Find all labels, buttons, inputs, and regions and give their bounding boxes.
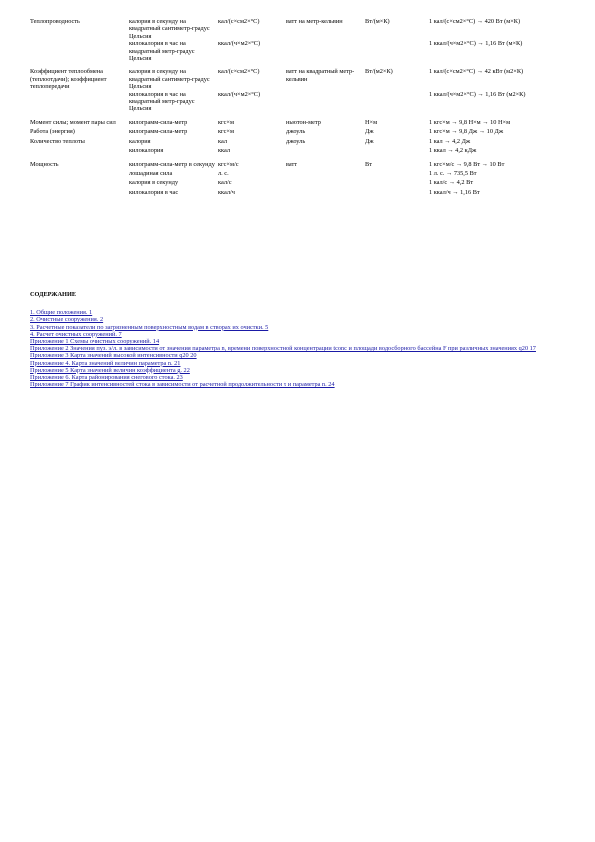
table-cell: Вт/(м2×К) — [365, 68, 393, 76]
table-cell — [365, 187, 429, 196]
table-row — [30, 113, 575, 126]
units-conversion-table — [30, 18, 575, 196]
toc-link[interactable]: Приложение 5 Карта значений величин коэффициента g. 22 — [30, 366, 190, 374]
table-cell — [365, 40, 429, 62]
table-cell: кал — [218, 137, 227, 145]
toc-link[interactable]: 3. Расчетные показатели по загрязненным поверхностным водам в створах их очистки. 5 — [30, 323, 269, 331]
table-cell — [30, 187, 129, 196]
table-cell: ккал/(ч×м2×°С) — [218, 40, 261, 48]
table-cell: Дж — [365, 137, 374, 145]
table-cell: 1 л. с. → 735,5 Вт — [429, 169, 477, 177]
table-cell — [286, 91, 365, 113]
table-row — [30, 177, 575, 186]
table-row — [30, 18, 575, 40]
table-cell — [30, 177, 129, 186]
table-cell: килокалория в час — [129, 188, 179, 196]
table-cell: килограмм-сила-метр в секунду — [129, 160, 215, 168]
units-table-body — [30, 18, 575, 196]
table-cell: 1 кгс×м → 9,8 Н×м → 10 Н×м — [429, 118, 511, 126]
table-cell: 1 кгс×м/с → 9,8 Вт → 10 Вт — [429, 160, 505, 168]
toc-link[interactable]: 2. Очистные сооружения. 2 — [30, 316, 104, 324]
table-cell: килокалория в час на квадратный метр-градус Цельсия — [129, 40, 195, 63]
table-cell: ккал — [218, 147, 231, 155]
toc-link[interactable]: Приложение 4. Карта значений величин параметра n. 21 — [30, 359, 181, 367]
toc-link[interactable]: Приложение 2 Значения пуз. э/л. в зависимости от значения параметра n, времени поверхностной концентрации tconc и площади водосборного бассейна F при различных значениях q20 17 — [30, 345, 536, 353]
table-cell: 1 ккал → 4,2 кДж — [429, 147, 477, 155]
table-row — [30, 40, 575, 62]
table-cell: калория в секунду — [129, 179, 179, 187]
table-cell — [286, 145, 365, 154]
table-cell — [365, 145, 429, 154]
table-cell: ватт на метр-кельвин — [286, 18, 343, 25]
table-row — [30, 62, 575, 90]
table-cell — [30, 40, 129, 62]
table-cell — [286, 187, 365, 196]
table-row — [30, 145, 575, 154]
table-cell: Теплопроводность — [30, 18, 80, 25]
table-row — [30, 187, 575, 196]
table-cell: Вт — [365, 160, 372, 168]
table-cell: кгс×м — [218, 128, 234, 136]
table-cell: джоуль — [286, 128, 306, 136]
table-cell: 1 ккал/ч → 1,16 Вт — [429, 188, 480, 196]
table-cell: кал/(с×см2×°С) — [218, 18, 260, 25]
table-cell: 1 кгс×м → 9,8 Дж → 10 Дж — [429, 128, 504, 136]
table-cell — [30, 145, 129, 154]
table-cell: Н×м — [365, 118, 378, 126]
table-cell: Вт/(м×К) — [365, 18, 390, 25]
table-cell: Коэффициент теплообмена (теплоотдачи); коэффициент теплопередачи — [30, 68, 107, 91]
table-cell: кал/с — [218, 179, 232, 187]
table-cell — [286, 168, 365, 177]
table-cell — [30, 91, 129, 113]
table-row — [30, 91, 575, 113]
toc-link[interactable]: Приложение 6. Карта районирования снегового стока. 23 — [30, 374, 183, 382]
table-cell — [286, 40, 365, 62]
table-of-contents — [30, 291, 570, 388]
table-cell: 1 ккал/(ч×м2×°С) → 1,16 Вт (м2×К) — [429, 90, 526, 98]
table-cell: 1 кал/с → 4,2 Вт — [429, 179, 474, 187]
table-cell — [365, 91, 429, 113]
table-cell: кгс×м/с — [218, 160, 239, 168]
table-cell: Мощность — [30, 160, 59, 168]
table-cell: Работа (энергия) — [30, 128, 75, 136]
toc-title: СОДЕРЖАНИЕ — [30, 291, 77, 298]
toc-link[interactable]: Приложение 3 Карта значений высокой интенсивности q20 20 — [30, 352, 197, 360]
table-cell: 1 кал/(с×см2×°С) → 420 Вт (м×К) — [429, 18, 521, 25]
toc-list — [30, 309, 570, 388]
table-cell: ньютон-метр — [286, 118, 321, 126]
table-cell: ккал/(ч×м2×°С) — [218, 90, 261, 98]
table-cell: килокалория — [129, 147, 164, 155]
table-cell — [365, 168, 429, 177]
table-cell: 1 ккал/(ч×м2×°С) → 1,16 Вт (м×К) — [429, 40, 523, 48]
table-cell — [286, 177, 365, 186]
table-cell: калория в секунду на квадратный сантиметр-градус Цельсия — [129, 18, 210, 40]
table-cell: 1 кал/(с×см2×°С) → 42 кВт (м2×К) — [429, 68, 524, 76]
table-row — [30, 136, 575, 145]
table-cell — [30, 168, 129, 177]
table-cell: килокалория в час на квадратный метр-градус Цельсия — [129, 90, 195, 113]
table-cell: Момент силы; момент пары сил — [30, 118, 116, 126]
table-cell: кгс×м — [218, 118, 234, 126]
toc-link[interactable]: 4. Расчет очистных сооружений. 7 — [30, 330, 122, 338]
table-row — [30, 126, 575, 135]
table-cell: ватт на квадратный метр-кельвин — [286, 68, 355, 83]
table-cell: 1 кал → 4,2 Дж — [429, 137, 471, 145]
table-cell: калория в секунду на квадратный сантиметр-градус Цельсия — [129, 68, 210, 91]
toc-link[interactable]: Приложение 7 График интенсивностей стока в зависимости от расчетной продолжительности τ и параметра n. 24 — [30, 381, 335, 389]
toc-link[interactable]: 1. Общие положения. 1 — [30, 309, 93, 317]
table-cell: лошадиная сила — [129, 169, 173, 177]
table-cell: кал/(с×см2×°С) — [218, 68, 260, 76]
table-cell: килограмм-сила-метр — [129, 118, 188, 126]
table-cell: килограмм-сила-метр — [129, 128, 188, 136]
table-cell — [365, 177, 429, 186]
table-cell: калория — [129, 137, 151, 145]
toc-link[interactable]: Приложение 1 Схемы очистных сооружений. 14 — [30, 338, 160, 346]
table-cell: джоуль — [286, 137, 306, 145]
table-cell: Дж — [365, 128, 374, 136]
table-cell: л. с. — [218, 169, 229, 177]
table-cell: Количество теплоты — [30, 137, 85, 145]
table-cell: ккал/ч — [218, 188, 235, 196]
table-cell: ватт — [286, 160, 298, 168]
table-row — [30, 168, 575, 177]
table-row — [30, 155, 575, 168]
